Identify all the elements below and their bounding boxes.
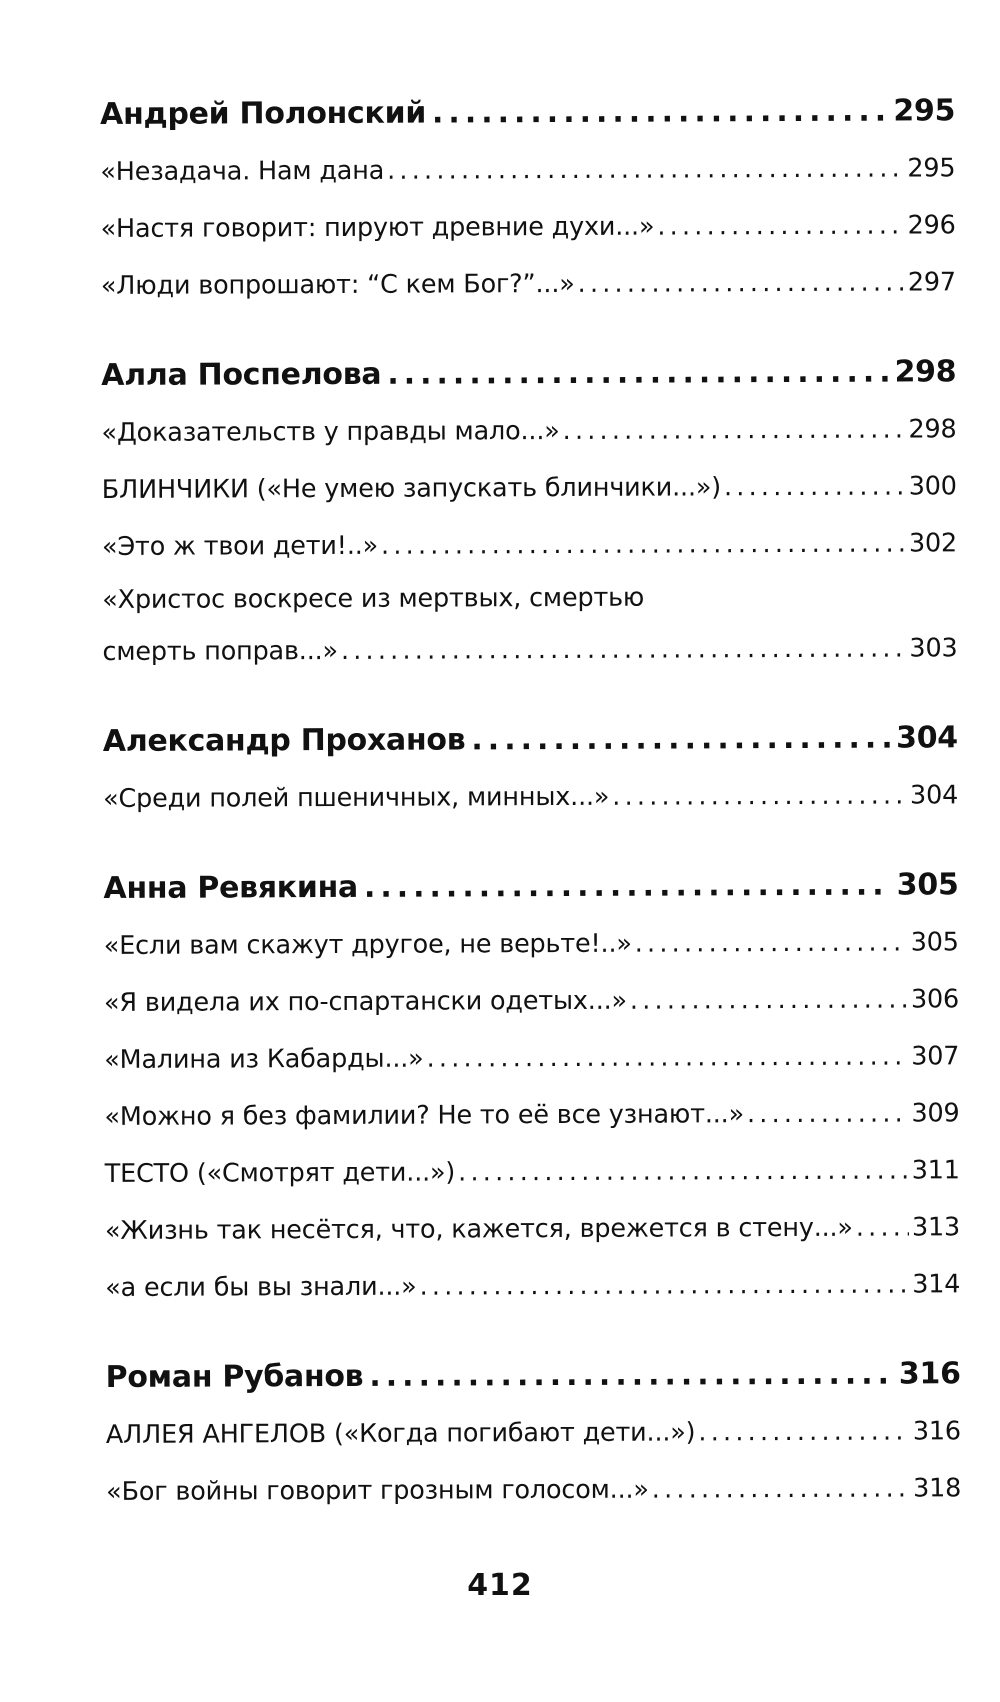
author-heading (100, 82, 955, 144)
author-heading (103, 856, 958, 918)
entry-page-number: 300 (908, 471, 957, 502)
dot-leader (577, 254, 904, 312)
toc-section-pospelova (101, 343, 957, 681)
entry-title: БЛИНЧИКИ («Не умею запускать блинчики...») (101, 472, 722, 505)
toc-section-polonsky (100, 82, 956, 315)
entry-title: «Жизнь так несётся, что, кажется, врежется в стену...» (104, 1212, 853, 1246)
entry-title: «Можно я без фамилии? Не то её все узнают...» (104, 1099, 745, 1132)
dot-leader (652, 1460, 911, 1518)
entry-title-line1: «Христос воскресе из мертвых, смертью (102, 582, 645, 615)
table-of-contents (100, 82, 961, 1553)
dot-leader (458, 1142, 909, 1201)
toc-entry (103, 767, 958, 828)
author-page-number: 298 (894, 354, 957, 390)
toc-entry (101, 197, 956, 258)
entry-title: смерть поправ...» (102, 635, 338, 667)
entry-title: «Настя говорит: пируют древние духи...» (100, 211, 655, 244)
toc-entry-multiline (102, 572, 957, 681)
entry-page-number: 298 (908, 414, 957, 445)
entry-title: «Малина из Кабарды...» (104, 1043, 424, 1075)
toc-section-rubanov (106, 1345, 962, 1521)
entry-title: «а если бы вы знали...» (105, 1271, 417, 1303)
entry-page-number: 297 (907, 267, 956, 298)
author-name: Александр Проханов (102, 722, 466, 759)
toc-entry (104, 971, 959, 1032)
toc-entry (104, 1028, 959, 1089)
entry-title: «Я видела их по-спартански одетых...» (103, 985, 627, 1018)
entry-page-number: 296 (907, 210, 956, 241)
entry-page-number: 304 (909, 780, 959, 811)
entry-title: «Доказательств у правды мало...» (101, 415, 560, 448)
entry-title: «Если вам скажут другое, не верьте!..» (103, 928, 632, 961)
entry-title: «Бог войны говорит грозным голосом...» (106, 1474, 649, 1507)
toc-entry (101, 401, 956, 462)
entry-page-number: 303 (909, 633, 958, 664)
author-heading (106, 1345, 961, 1407)
entry-page-number: 295 (907, 153, 956, 184)
author-page-number: 316 (898, 1356, 961, 1392)
author-name: Роман Рубанов (105, 1358, 364, 1395)
entry-title: АЛЛЕЯ АНГЕЛОВ («Когда погибают дети...») (105, 1417, 696, 1450)
toc-entry (104, 1085, 959, 1146)
entry-title: «Это ж твои дети!..» (101, 530, 379, 562)
entry-page-number: 305 (910, 927, 959, 958)
dot-leader (724, 458, 906, 516)
dot-leader (369, 1346, 893, 1406)
dot-leader (630, 971, 908, 1029)
entry-title: «Люди вопрошают: “С кем Бог?”...» (100, 268, 575, 301)
toc-entry (105, 1142, 960, 1203)
page-number-footer: 412 (467, 1568, 533, 1603)
author-name: Анна Ревякина (103, 869, 358, 906)
toc-entry (105, 1199, 960, 1260)
toc-entry (101, 254, 956, 315)
author-page-number: 295 (893, 93, 956, 129)
toc-entry (100, 140, 955, 201)
dot-leader (471, 710, 890, 770)
entry-page-number: 309 (911, 1098, 960, 1129)
dot-leader (635, 914, 908, 972)
entry-page-number: 313 (911, 1212, 961, 1243)
entry-page-number: 316 (912, 1416, 961, 1447)
author-page-number: 304 (896, 720, 958, 756)
dot-leader (387, 140, 904, 199)
dot-leader (612, 767, 907, 825)
author-name: Алла Поспелова (101, 356, 382, 393)
entry-page-number: 311 (911, 1155, 960, 1186)
dot-leader (426, 1028, 908, 1087)
dot-leader (419, 1256, 909, 1315)
dot-leader (341, 620, 907, 679)
dot-leader (381, 515, 906, 574)
author-heading (101, 343, 956, 405)
dot-leader (747, 1085, 909, 1143)
entry-page-number: 307 (911, 1041, 960, 1072)
dot-leader (364, 857, 891, 917)
entry-title: «Среди полей пшеничных, минных...» (103, 781, 610, 814)
entry-title: «Незадача. Нам дана (100, 155, 385, 187)
toc-entry-continuation (102, 620, 957, 681)
toc-entry (102, 458, 957, 519)
author-heading (103, 709, 958, 771)
entry-page-number: 318 (912, 1473, 962, 1504)
dot-leader (657, 197, 904, 255)
author-page-number: 305 (896, 867, 959, 903)
toc-entry (104, 914, 959, 975)
entry-page-number: 314 (912, 1269, 961, 1300)
toc-entry (102, 515, 957, 576)
toc-entry (106, 1403, 961, 1464)
dot-leader (698, 1403, 910, 1461)
dot-leader (562, 401, 905, 459)
toc-entry (106, 1460, 961, 1521)
toc-section-revyakina (103, 856, 960, 1317)
entry-page-number: 306 (910, 984, 960, 1015)
entry-page-number: 302 (908, 528, 958, 559)
dot-leader (387, 344, 888, 404)
toc-section-prokhanov (103, 709, 958, 828)
entry-title: ТЕСТО («Смотрят дети...») (104, 1157, 456, 1189)
dot-leader (432, 83, 888, 143)
dot-leader (856, 1199, 909, 1256)
toc-entry (105, 1256, 960, 1317)
author-name: Андрей Полонский (100, 95, 427, 132)
